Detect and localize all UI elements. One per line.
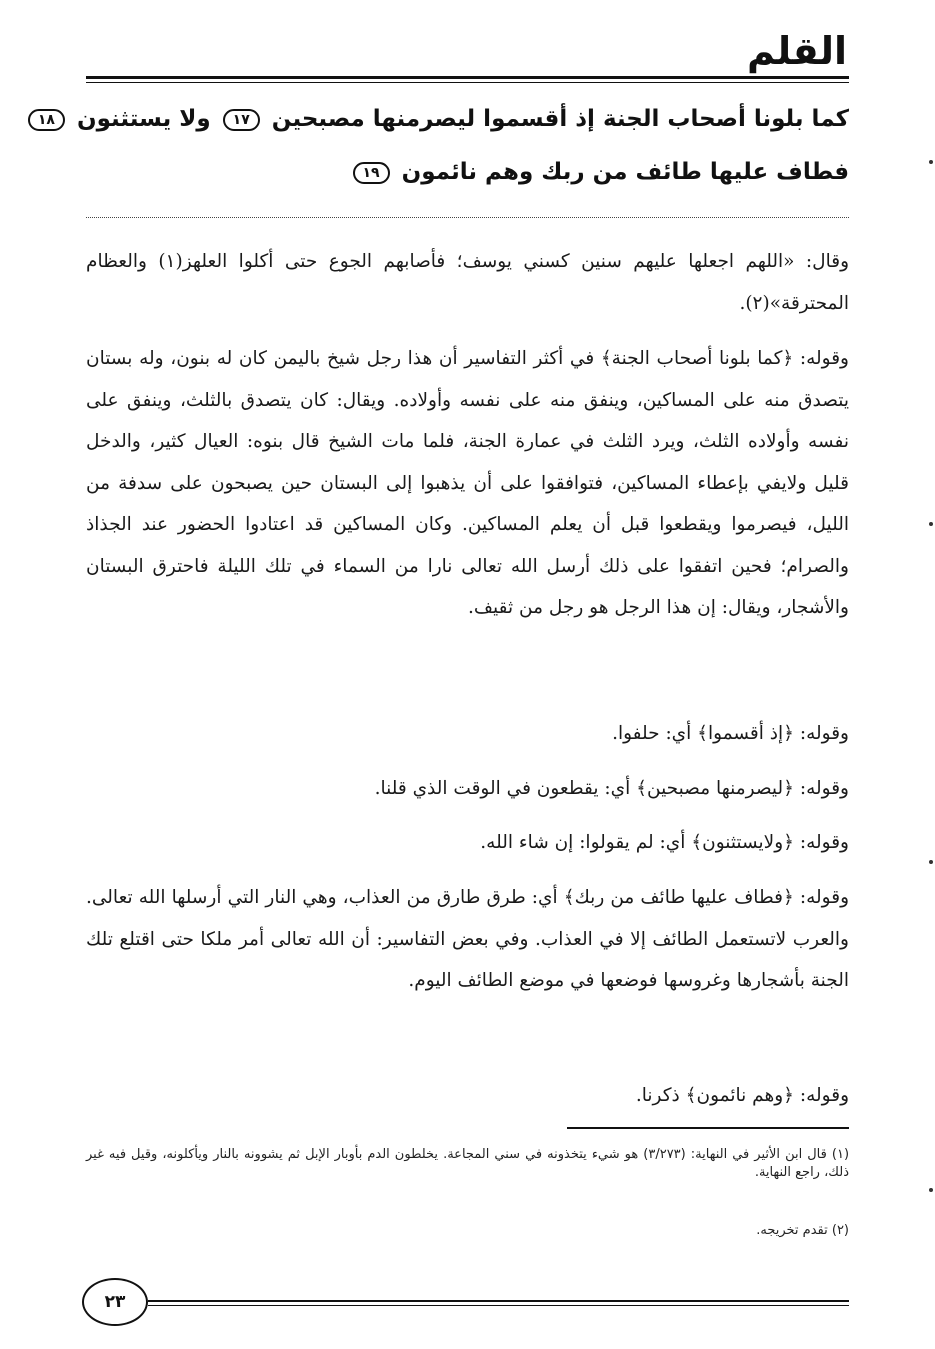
header-rule-thick: [86, 76, 849, 79]
footer-rule-thick: [148, 1300, 849, 1302]
surah-title: القلم: [747, 29, 847, 73]
paragraph-ashab-al-janna: وقوله: ﴿كما بلونا أصحاب الجنة﴾ في أكثر التفاسير أن هذا رجل شيخ باليمن كان له بنون، وله بستان يتصدق منه على المساكين، وينفق منه على نفسه وأولاده. ويقال: كان يتصدق بالثلث، وينفق على نفسه وأولاده الثلث، ويرد الثلث في عمارة الجنة، فلما مات الشيخ قال بنوه: العيال كثير، والدخل قليل ولايفي بإعطاء المساكين، فتوافقوا على أن يذهبوا إلى البستان حين يصبحون على سدفة من الليل، فيصرموا ويقطعوا قبل أن يعلم المساكين. وكان المساكين قد اعتادوا الحضور عند الجذاذ والصرام؛ فحين اتفقوا على ذلك أرسل الله تعالى نارا من السماء في تلك الليلة فاحترق البستان والأشجار، ويقال: إن هذا الرجل هو رجل من ثقيف.: [86, 348, 849, 618]
paragraph-la-yastathnun: وقوله: ﴿ولايستثنون﴾ أي: لم يقولوا: إن شاء الله.: [480, 832, 849, 853]
verse-number-marker: ١٩: [353, 162, 390, 184]
scan-speck: [929, 1188, 933, 1192]
scan-speck: [929, 522, 933, 526]
verse-number-marker: ١٨: [28, 109, 65, 131]
page-number-badge: ٢٣: [82, 1278, 148, 1326]
paragraph-fataf: وقوله: ﴿فطاف عليها طائف من ربك﴾ أي: طرق طارق من العذاب، وهي النار التي أرسلها الله تعالى. والعرب لاتستعمل الطائف إلا في العذاب. وفي بعض التفاسير: أن الله تعالى أمر ملكا حتى اقتلع تلك الجنة بأشجارها وغروسها فوضعها في موضع الطائف اليوم.: [86, 887, 849, 991]
verse-text: ولا يستثنون: [76, 106, 211, 132]
paragraph-hadith: وقال: «اللهم اجعلها عليهم سنين كسني يوسف؛ فأصابهم الجوع حتى أكلوا العلهز(١) والعظام المحترقة»(٢).: [86, 251, 850, 314]
quran-verse-line-2: [82, 157, 849, 187]
paragraph-naimun: وقوله: ﴿وهم نائمون﴾ ذكرنا.: [635, 1085, 849, 1106]
footnote-separator: [567, 1127, 849, 1129]
footnote-2: (٢) تقدم تخريجه.: [756, 1223, 849, 1238]
paragraph-aqsamu: وقوله: ﴿إذ أقسموا﴾ أي: حلفوا.: [612, 723, 849, 744]
header-rule-thin: [86, 82, 849, 83]
verse-text: كما بلونا أصحاب الجنة إذ أقسموا ليصرمنها مصبحين: [271, 106, 849, 132]
scan-speck: [929, 160, 933, 164]
footer-rule-thin: [148, 1305, 849, 1306]
verse-number-marker: ١٧: [223, 109, 260, 131]
quran-verse-line-1: [37, 104, 849, 134]
scan-speck: [929, 860, 933, 864]
verse-separator: [86, 217, 849, 218]
verse-text: فطاف عليها طائف من ربك وهم نائمون: [401, 159, 849, 185]
footnote-1: (١) قال ابن الأثير في النهاية: (٣/٢٧٣) هو شيء يتخذونه في سني المجاعة. يخلطون الدم بأوبار الإبل ثم يشوونه بالنار ويأكلونه، وقيل فيه غير ذلك، راجع النهاية.: [86, 1147, 850, 1180]
paragraph-layasrimunnaha: وقوله: ﴿ليصرمنها مصبحين﴾ أي: يقطعون في الوقت الذي قلنا.: [374, 778, 849, 799]
